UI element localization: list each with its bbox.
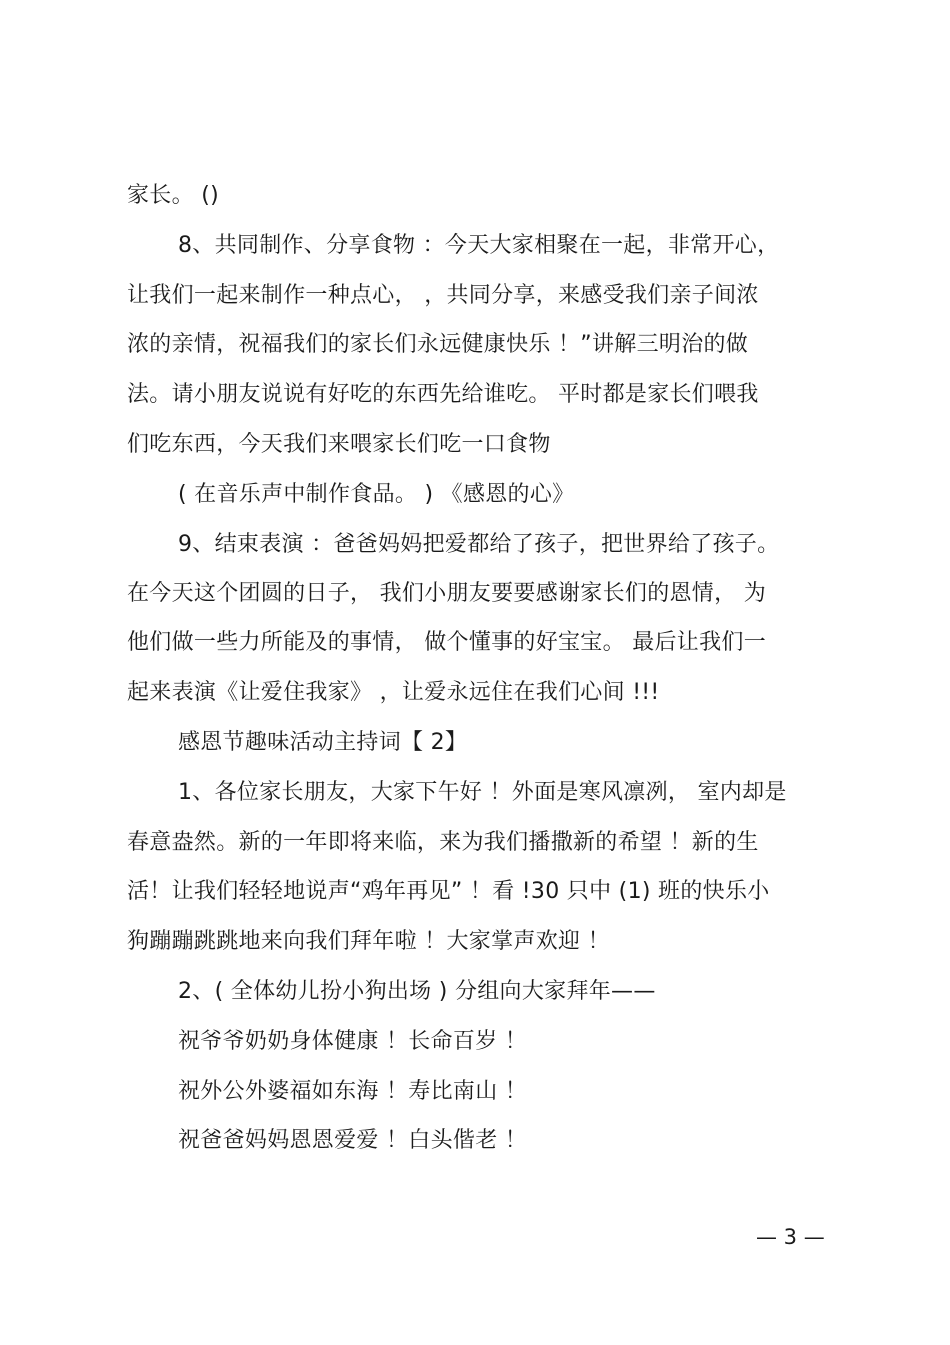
text-line: 法。请小朋友说说有好吃的东西先给谁吃。 平时都是家长们喂我 [127,382,759,407]
text-line: 2、( 全体幼儿扮小狗出场 ) 分组向大家拜年—— [178,979,656,1004]
text-line: 祝爸爸妈妈恩恩爱爱 ！白头偕老 ！ [178,1128,528,1153]
text-line: 祝外公外婆福如东海 ！寿比南山 ！ [178,1079,528,1104]
text-line: 起来表演《让爱住我家》 ，让爱永远住在我们心间 !!! [127,680,660,705]
text-line: 狗蹦蹦跳跳地来向我们拜年啦 ！大家掌声欢迎 ！ [127,929,610,954]
text-line: 在今天这个团圆的日子， 我们小朋友要要感谢家长们的恩情， 为 [127,581,766,606]
text-line: 8、共同制作、分享食物 ：今天大家相聚在一起，非常开心， [178,233,780,258]
page-number: — 3 — [756,1225,825,1249]
text-line: 浓的亲情，祝福我们的家长们永远健康快乐 ！”讲解三明治的做 [127,332,749,357]
text-line: 活！让我们轻轻地说声“鸡年再见” ！看 !30 只中 (1) 班的快乐小 [127,879,770,904]
text-line: 1、各位家长朋友，大家下午好 ！外面是寒风凛冽， 室内却是 [178,780,787,805]
section-heading: 感恩节趣味活动主持词【 2】 [178,730,468,755]
text-line: 他们做一些力所能及的事情， 做个懂事的好宝宝。 最后让我们一 [127,630,766,655]
text-line: 家长。 () [127,183,219,208]
text-line: ( 在音乐声中制作食品。 ) 《感恩的心》 [178,482,575,507]
text-line: 祝爷爷奶奶身体健康 ！长命百岁 ！ [178,1029,528,1054]
text-line: 春意盎然。新的一年即将来临，来为我们播撒新的希望 ！新的生 [127,830,759,855]
text-line: 让我们一起来制作一种点心， ，共同分享，来感受我们亲子间浓 [127,283,759,308]
text-line: 们吃东西，今天我们来喂家长们吃一口食物 [127,432,551,457]
text-line: 9、结束表演 ：爸爸妈妈把爱都给了孩子，把世界给了孩子。 [178,532,780,557]
